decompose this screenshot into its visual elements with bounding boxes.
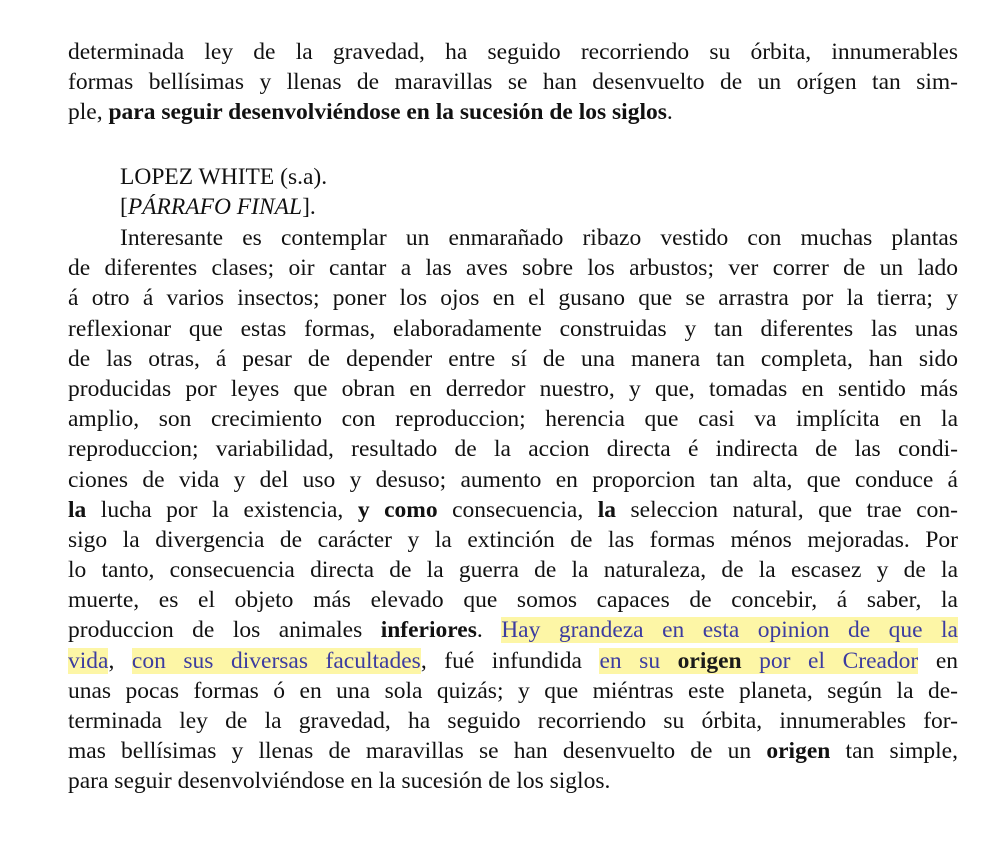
text-span: . bbox=[666, 99, 673, 126]
text-line bbox=[68, 646, 958, 676]
highlighted-text: con sus diversas facultades bbox=[131, 647, 421, 674]
bold-text: y como bbox=[357, 496, 438, 523]
text-span: consecuencia, bbox=[437, 496, 598, 523]
text-line: unas pocas formas ó en una sola quizás; y que miéntras este planeta, según la de- bbox=[68, 677, 958, 704]
text-span: en bbox=[918, 647, 959, 674]
bold-text: origen bbox=[677, 647, 742, 674]
text-line: á otro á varios insectos; poner los ojos en el gusano que se arrastra por la tierra; y bbox=[68, 285, 958, 312]
italic-note: PÁRRAFO FINAL bbox=[127, 194, 303, 221]
text-line bbox=[68, 736, 958, 766]
bold-text: inferiores bbox=[380, 617, 477, 644]
text-span: por el Creador bbox=[741, 647, 919, 674]
bold-text: la bbox=[597, 496, 617, 523]
text-line: terminada ley de la gravedad, ha seguido recorriendo su órbita, innumerables for- bbox=[68, 708, 958, 734]
text-line bbox=[68, 97, 958, 127]
text-span: ple, bbox=[68, 99, 109, 126]
text-span: mas bellísimas y llenas de maravillas se han desenvuelto de un bbox=[68, 738, 767, 765]
highlighted-text bbox=[599, 648, 918, 674]
text-line: ciones de vida y del uso y desuso; aumento en proporcion tan alta, que conduce á bbox=[68, 466, 958, 493]
bracket-open: [ bbox=[120, 194, 128, 221]
text-line: para seguir desenvolviéndose en la sucesión de los siglos. bbox=[68, 768, 611, 795]
highlighted-text: vida bbox=[68, 647, 109, 674]
text-span: lucha por la existencia, bbox=[86, 496, 358, 523]
note-line bbox=[120, 192, 720, 222]
bold-text: origen bbox=[766, 738, 831, 765]
text-line: producidas por leyes que obran en derredor nuestro, y que, tomadas en sentido más bbox=[68, 375, 958, 402]
highlighted-text: Hay grandeza en esta opinion de que la bbox=[501, 617, 958, 644]
text-line: sigo la divergencia de carácter y la extinción de las formas ménos mejoradas. Por bbox=[68, 526, 958, 553]
text-line: amplio, son crecimiento con reproduccion; herencia que casi va implícita en la bbox=[68, 406, 958, 433]
text-line bbox=[68, 495, 958, 525]
author-line: LOPEZ WHITE (s.a). bbox=[120, 164, 328, 190]
text-span: , bbox=[108, 647, 132, 674]
text-span: tan simple, bbox=[830, 738, 958, 765]
text-line: reproduccion; variabilidad, resultado de la accion directa é indirecta de las condi- bbox=[68, 436, 958, 463]
bracket-close: ]. bbox=[302, 194, 316, 221]
section-heading bbox=[120, 162, 720, 222]
main-paragraph bbox=[68, 223, 958, 797]
text-line: muerte, es el objeto más elevado que somos capaces de concebir, á saber, la bbox=[68, 587, 958, 614]
bold-text: para seguir desenvolviéndose en la sucesión de los siglos bbox=[108, 99, 667, 126]
text-span: produccion de los animales bbox=[68, 617, 381, 644]
text-line: Interesante es contemplar un enmarañado ribazo vestido con muchas plantas bbox=[120, 225, 958, 251]
top-paragraph bbox=[68, 37, 958, 128]
text-span: , fué infundida bbox=[420, 647, 600, 674]
text-line: reflexionar que estas formas, elaboradamente construidas y tan diferentes las unas bbox=[68, 315, 958, 342]
text-span: seleccion natural, que trae con- bbox=[616, 496, 958, 523]
text-line bbox=[68, 615, 958, 645]
text-line: lo tanto, consecuencia directa de la guerra de la naturaleza, de la escasez y de la bbox=[68, 557, 958, 584]
text-line: determinada ley de la gravedad, ha seguido recorriendo su órbita, innumerables bbox=[68, 39, 958, 65]
text-line: de diferentes clases; oir cantar a las aves sobre los arbustos; ver correr de un lado bbox=[68, 255, 958, 282]
text-span: en su bbox=[599, 647, 678, 674]
bold-text: la bbox=[68, 496, 87, 523]
text-line: formas bellísimas y llenas de maravillas se han desenvuelto de un orígen tan sim- bbox=[68, 69, 958, 96]
text-span: . bbox=[476, 617, 502, 644]
text-line: de las otras, á pesar de depender entre sí de una manera tan completa, han sido bbox=[68, 345, 958, 372]
